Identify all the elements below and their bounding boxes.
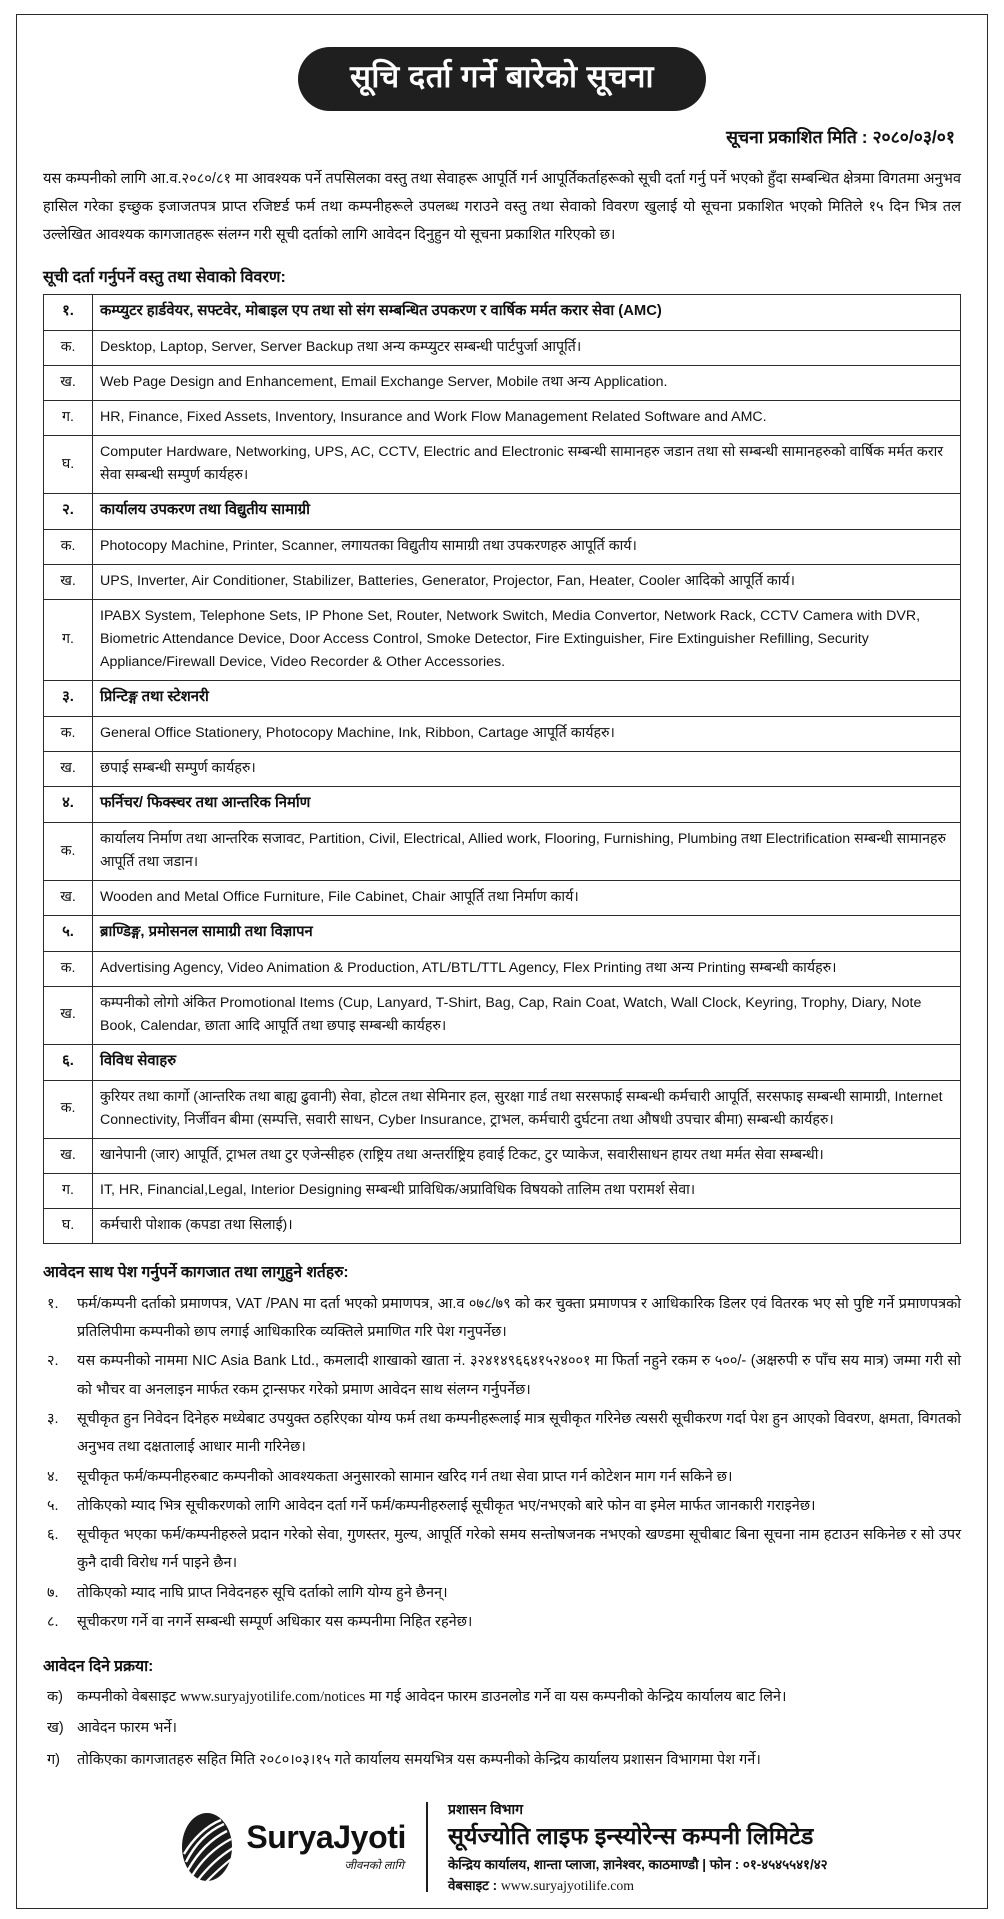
- list-text: सूचीकृत फर्म/कम्पनीहरुबाट कम्पनीको आवश्यकता अनुसारको सामान खरिद गर्न तथा सेवा प्राप्त गर्न कोटेशन माग गर्न सकिने छ।: [77, 1468, 733, 1485]
- row-text: कार्यालय निर्माण तथा आन्तरिक सजावट, Partition, Civil, Electrical, Allied work, Flooring, Furnishing, Plumbing तथा Electrification सम्बन्धी सामानहरु आपूर्ति तथा जडान।: [93, 823, 961, 881]
- conditions-title: आवेदन साथ पेश गर्नुपर्ने कागजात तथा लागुहुने शर्तहरु:: [43, 1263, 349, 1281]
- row-text: UPS, Inverter, Air Conditioner, Stabilizer, Batteries, Generator, Projector, Fan, Heater, Cooler आदिको आपूर्ति कार्य।: [93, 565, 961, 600]
- row-text: Computer Hardware, Networking, UPS, AC, CCTV, Electric and Electronic सम्बन्धी सामानहरु जडान तथा सो सम्बन्धी सामानहरुको वार्षिक मर्मत करार सेवा सम्बन्धी सम्पुर्ण कार्यहरु।: [93, 436, 961, 494]
- table-row: [44, 986, 961, 1044]
- list-text: सूचीकृत हुन निवेदन दिनेहरु मध्येबाट उपयुक्त ठहरिएका योग्य फर्म तथा कम्पनीहरूलाई मात्र सूचीकृत गरिनेछ त्यसरी सूचीकरण गर्दा पेश हुन आएको विवरण, क्षमता, विगतको अनुभव तथा दक्षतालाई आधार मानी गरिनेछ।: [77, 1411, 961, 1456]
- table-row: [44, 600, 961, 681]
- table-row: [44, 295, 961, 331]
- row-text: General Office Stationery, Photocopy Machine, Ink, Ribbon, Cartage आपूर्ति कार्यहरु।: [93, 717, 961, 752]
- conditions-list: [43, 1290, 961, 1636]
- list-item: [43, 1746, 961, 1774]
- procedure-title: आवेदन दिने प्रक्रया:: [43, 1658, 154, 1676]
- row-text: Photocopy Machine, Printer, Scanner, लगायतका विद्युतीय सामाग्री तथा उपकरणहरु आपूर्ति कार्य।: [93, 530, 961, 565]
- table-row: [44, 494, 961, 530]
- items-table-label: सूची दर्ता गर्नुपर्ने वस्तु तथा सेवाको विवरण:: [43, 269, 286, 287]
- table-row: [44, 331, 961, 366]
- row-key: ख.: [44, 565, 93, 600]
- table-row: [44, 717, 961, 752]
- row-key: क.: [44, 951, 93, 986]
- notice-border-frame: [16, 14, 988, 1909]
- procedure-text-after: मा गई आवेदन फारम डाउनलोड गर्ने वा यस कम्पनीको केन्द्रिय कार्यालय बाट लिने।: [365, 1689, 787, 1706]
- table-row: [44, 881, 961, 916]
- row-text: कुरियर तथा कार्गो (आन्तरिक तथा बाह्य ढुवानी) सेवा, होटल तथा सेमिनार हल, सुरक्षा गार्ड तथा सरसफाई सम्बन्धी कर्मचारी आपूर्ति, सरसफाइ सम्बन्धी सामाग्री, Internet Connectivity, निर्जीवन बीमा (सम्पत्ति, सवारी साधन, Cyber Insurance, ट्राभल, कर्मचारी दुर्घटना तथा औषधी उपचार बीमा) सम्बन्धी कार्यहरु।: [93, 1080, 961, 1138]
- row-text: कार्यालय उपकरण तथा विद्युतीय सामाग्री: [93, 494, 961, 530]
- row-key: क.: [44, 530, 93, 565]
- row-key: ख.: [44, 752, 93, 787]
- list-text: यस कम्पनीको नाममा NIC Asia Bank Ltd., कमलादी शाखाको खाता नं. ३२४१४९६६४१५२४००१ मा फिर्ता नहुने रकम रु ५००/- (अक्षरुपी रु पाँच सय मात्र) जम्मा गरी सो को भौचर वा अनलाइन मार्फत रकम ट्रान्सफर गरेको प्रमाण आवेदन साथ संलग्न गर्नुपर्नेछ।: [77, 1353, 961, 1398]
- table-row: [44, 1080, 961, 1138]
- list-marker: ग): [47, 1751, 60, 1768]
- row-key: क.: [44, 717, 93, 752]
- list-item: [43, 1347, 961, 1404]
- list-marker: १.: [47, 1295, 59, 1312]
- row-text: कम्प्युटर हार्डवेयर, सफ्टवेर, मोबाइल एप तथा सो संग सम्बन्धित उपकरण र वार्षिक मर्मत करार सेवा (AMC): [93, 295, 961, 331]
- row-text: कर्मचारी पोशाक (कपडा तथा सिलाई)।: [93, 1208, 961, 1243]
- title-container: [43, 47, 961, 111]
- row-text: फर्निचर/ फिक्स्चर तथा आन्तरिक निर्माण: [93, 787, 961, 823]
- company-address: केन्द्रिय कार्यालय, शान्ता प्लाजा, ज्ञानेश्वर, काठमाण्डौ | फोन : ०१-४५४५५४१/४२: [447, 1857, 828, 1873]
- list-item: [43, 1683, 961, 1711]
- list-text: फर्म/कम्पनी दर्ताको प्रमाणपत्र, VAT /PAN मा दर्ता भएको प्रमाणपत्र, आ.व ०७८/७९ को कर चुक्ता प्रमाणपत्र र आधिकारिक डिलर एवं वितरक भए सो पुष्टि गर्ने प्रमाणपत्रको प्रतिलिपीमा कम्पनीको छाप लगाई आधिकारिक व्यक्तिले प्रमाणित गरि पेश गनुपर्नेछ।: [77, 1295, 961, 1341]
- brand-block: [176, 1810, 426, 1884]
- list-item: [43, 1608, 961, 1636]
- list-marker: ६.: [47, 1527, 59, 1544]
- row-key: ख.: [44, 366, 93, 401]
- row-number: ५.: [44, 916, 93, 952]
- row-text: IT, HR, Financial,Legal, Interior Designing सम्बन्धी प्राविधिक/अप्राविधिक विषयको तालिम तथा परामर्श सेवा।: [93, 1173, 961, 1208]
- row-key: ख.: [44, 881, 93, 916]
- suryajyoti-logo-icon: [176, 1810, 238, 1884]
- row-key: ख.: [44, 986, 93, 1044]
- row-number: १.: [44, 295, 93, 331]
- row-text: ब्राण्डिङ्ग, प्रमोसनल सामाग्री तथा विज्ञापन: [93, 916, 961, 952]
- row-text: HR, Finance, Fixed Assets, Inventory, Insurance and Work Flow Management Related Software and AMC.: [93, 401, 961, 436]
- row-text: छपाई सम्बन्धी सम्पुर्ण कार्यहरु।: [93, 752, 961, 787]
- brand-tagline: जीवनको लागि: [344, 1860, 404, 1873]
- table-row: [44, 436, 961, 494]
- row-key: क.: [44, 1080, 93, 1138]
- row-key: ग.: [44, 401, 93, 436]
- company-name: सूर्यज्योति लाइफ इन्स्योरेन्स कम्पनी लिमिटेड: [447, 1822, 814, 1849]
- row-key: ग.: [44, 600, 93, 681]
- intro-paragraph: यस कम्पनीको लागि आ.व.२०८०/८१ मा आवश्यक पर्ने तपसिलका वस्तु तथा सेवाहरू आपूर्ति गर्न आपूर्तिकर्ताहरूको सूची दर्ता गर्नु पर्ने भएको हुँदा सम्बन्धित क्षेत्रमा विगतमा अनुभव हासिल गरेका इच्छुक इजाजतपत्र प्राप्त रजिष्टर्ड फर्म तथा कम्पनीहरूले उपलब्ध गराउने वस्तु तथा सेवाको विवरण खुलाई यो सूचना प्रकाशित भएको मितिले १५ दिन भित्र तल उल्लेखित आवश्यक कागजातहरू संलग्न गरी सूची दर्ताको लागि आवेदन दिनुहुन यो सूचना प्रकाशित गरिएको छ।: [43, 171, 961, 244]
- row-text: Wooden and Metal Office Furniture, File Cabinet, Chair आपूर्ति तथा निर्माण कार्य।: [93, 881, 961, 916]
- list-text: तोकिएका कागजातहरु सहित मिति २०८०।०३।१५ गते कार्यालय समयभित्र यस कम्पनीको केन्द्रिय कार्यालय प्रशासन विभागमा पेश गर्ने।: [77, 1751, 761, 1768]
- list-item: [43, 1521, 961, 1578]
- brand-text-block: [246, 1821, 406, 1873]
- row-key: क.: [44, 331, 93, 366]
- list-marker: ४.: [47, 1468, 59, 1485]
- published-date: सूचना प्रकाशित मिति : २०८०/०३/०१: [726, 127, 955, 148]
- row-number: ३.: [44, 681, 93, 717]
- row-text: Web Page Design and Enhancement, Email Exchange Server, Mobile तथा अन्य Application.: [93, 366, 961, 401]
- row-text: Advertising Agency, Video Animation & Production, ATL/BTL/TTL Agency, Flex Printing तथा अन्य Printing सम्बन्धी कार्यहरु।: [93, 951, 961, 986]
- list-marker: क): [47, 1689, 63, 1706]
- list-item: [43, 1290, 961, 1347]
- organization-block: [428, 1800, 828, 1894]
- table-row: [44, 1173, 961, 1208]
- row-number: २.: [44, 494, 93, 530]
- list-text: सूचीकृत भएका फर्म/कम्पनीहरुले प्रदान गरेको सेवा, गुणस्तर, मुल्य, आपूर्ति गरेको समय सन्तोषजनक नभएको खण्डमा सूचीबाट बिना सूचना नाम हटाउन सकिनेछ र सो उपर कुनै दावी विरोध गर्न पाइने छैन।: [77, 1527, 961, 1572]
- row-text: Desktop, Laptop, Server, Server Backup तथा अन्य कम्प्युटर सम्बन्धी पार्टपुर्जा आपूर्ति।: [93, 331, 961, 366]
- list-item: [43, 1492, 961, 1520]
- list-text: तोकिएको म्याद भित्र सूचीकरणको लागि आवेदन दर्ता गर्ने फर्म/कम्पनीहरुलाई सूचीकृत भए/नभएको बारे फोन वा इमेल मार्फत जानकारी गराइनेछ।: [77, 1497, 816, 1514]
- list-text: तोकिएको म्याद नाघि प्राप्त निवेदनहरु सूचि दर्ताको लागि योग्य हुने छैनन्।: [77, 1584, 448, 1601]
- row-text: खानेपानी (जार) आपूर्ति, ट्राभल तथा टुर एजेन्सीहरु (राष्ट्रिय तथा अन्तर्राष्ट्रिय हवाई टिकट, टुर प्याकेज, सवारीसाधन हायर तथा मर्मत सेवा सम्बन्धी।: [93, 1138, 961, 1173]
- table-row: [44, 951, 961, 986]
- list-text: [77, 1683, 961, 1711]
- procedure-list: [43, 1683, 961, 1774]
- list-marker: ख): [47, 1720, 64, 1737]
- table-row: [44, 1138, 961, 1173]
- table-row: [44, 530, 961, 565]
- items-table-body: [44, 295, 961, 1244]
- list-marker: ५.: [47, 1497, 59, 1514]
- website-label: वेबसाइट :: [447, 1878, 501, 1894]
- list-marker: २.: [47, 1353, 59, 1370]
- row-key: ग.: [44, 1173, 93, 1208]
- table-row: [44, 1044, 961, 1080]
- row-key: घ.: [44, 1208, 93, 1243]
- table-row: [44, 787, 961, 823]
- row-key: घ.: [44, 436, 93, 494]
- footer: [43, 1800, 961, 1894]
- list-marker: ८.: [47, 1613, 59, 1630]
- company-website-url[interactable]: www.suryajyotilife.com: [500, 1878, 635, 1894]
- row-number: ६.: [44, 1044, 93, 1080]
- brand-name: SuryaJyoti: [246, 1819, 406, 1856]
- list-text: आवेदन फारम भर्ने।: [77, 1720, 177, 1737]
- row-text: प्रिन्टिङ्ग तथा स्टेशनरी: [93, 681, 961, 717]
- row-key: ख.: [44, 1138, 93, 1173]
- list-item: [43, 1714, 961, 1742]
- company-website-line: [448, 1876, 828, 1894]
- row-text: विविध सेवाहरु: [93, 1044, 961, 1080]
- table-row: [44, 752, 961, 787]
- list-marker: ३.: [47, 1411, 59, 1428]
- table-row: [44, 401, 961, 436]
- page-title: सूचि दर्ता गर्ने बारेको सूचना: [298, 47, 706, 111]
- procedure-text-before: कम्पनीको वेबसाइट: [77, 1689, 181, 1706]
- list-item: [43, 1405, 961, 1462]
- list-text: सूचीकरण गर्ने वा नगर्ने सम्बन्धी सम्पूर्ण अधिकार यस कम्पनीमा निहित रहनेछ।: [77, 1613, 473, 1630]
- table-row: [44, 823, 961, 881]
- table-row: [44, 565, 961, 600]
- row-text: कम्पनीको लोगो अंकित Promotional Items (Cup, Lanyard, T-Shirt, Bag, Cap, Rain Coat, Watch, Wall Clock, Keyring, Trophy, Diary, Note Book, Calendar, छाता आदि आपूर्ति तथा छपाइ सम्बन्धी कार्यहरु।: [93, 986, 961, 1044]
- table-row: [44, 916, 961, 952]
- row-key: क.: [44, 823, 93, 881]
- table-row: [44, 366, 961, 401]
- row-number: ४.: [44, 787, 93, 823]
- row-text: IPABX System, Telephone Sets, IP Phone Set, Router, Network Switch, Media Convertor, Network Rack, CCTV Camera with DVR, Biometric Attendance Device, Door Access Control, Smoke Detector, Fire Extinguisher, Fire Extinguisher Refilling, Security Appliance/Firewall Device, Video Recorder & Other Accessories.: [93, 600, 961, 681]
- list-marker: ७.: [47, 1584, 59, 1601]
- table-row: [44, 1208, 961, 1243]
- table-row: [44, 681, 961, 717]
- list-item: [43, 1463, 961, 1491]
- list-item: [43, 1579, 961, 1607]
- items-table: [43, 294, 961, 1244]
- notices-url[interactable]: www.suryajyotilife.com/notices: [180, 1689, 366, 1706]
- department-name: प्रशासन विभाग: [447, 1800, 523, 1817]
